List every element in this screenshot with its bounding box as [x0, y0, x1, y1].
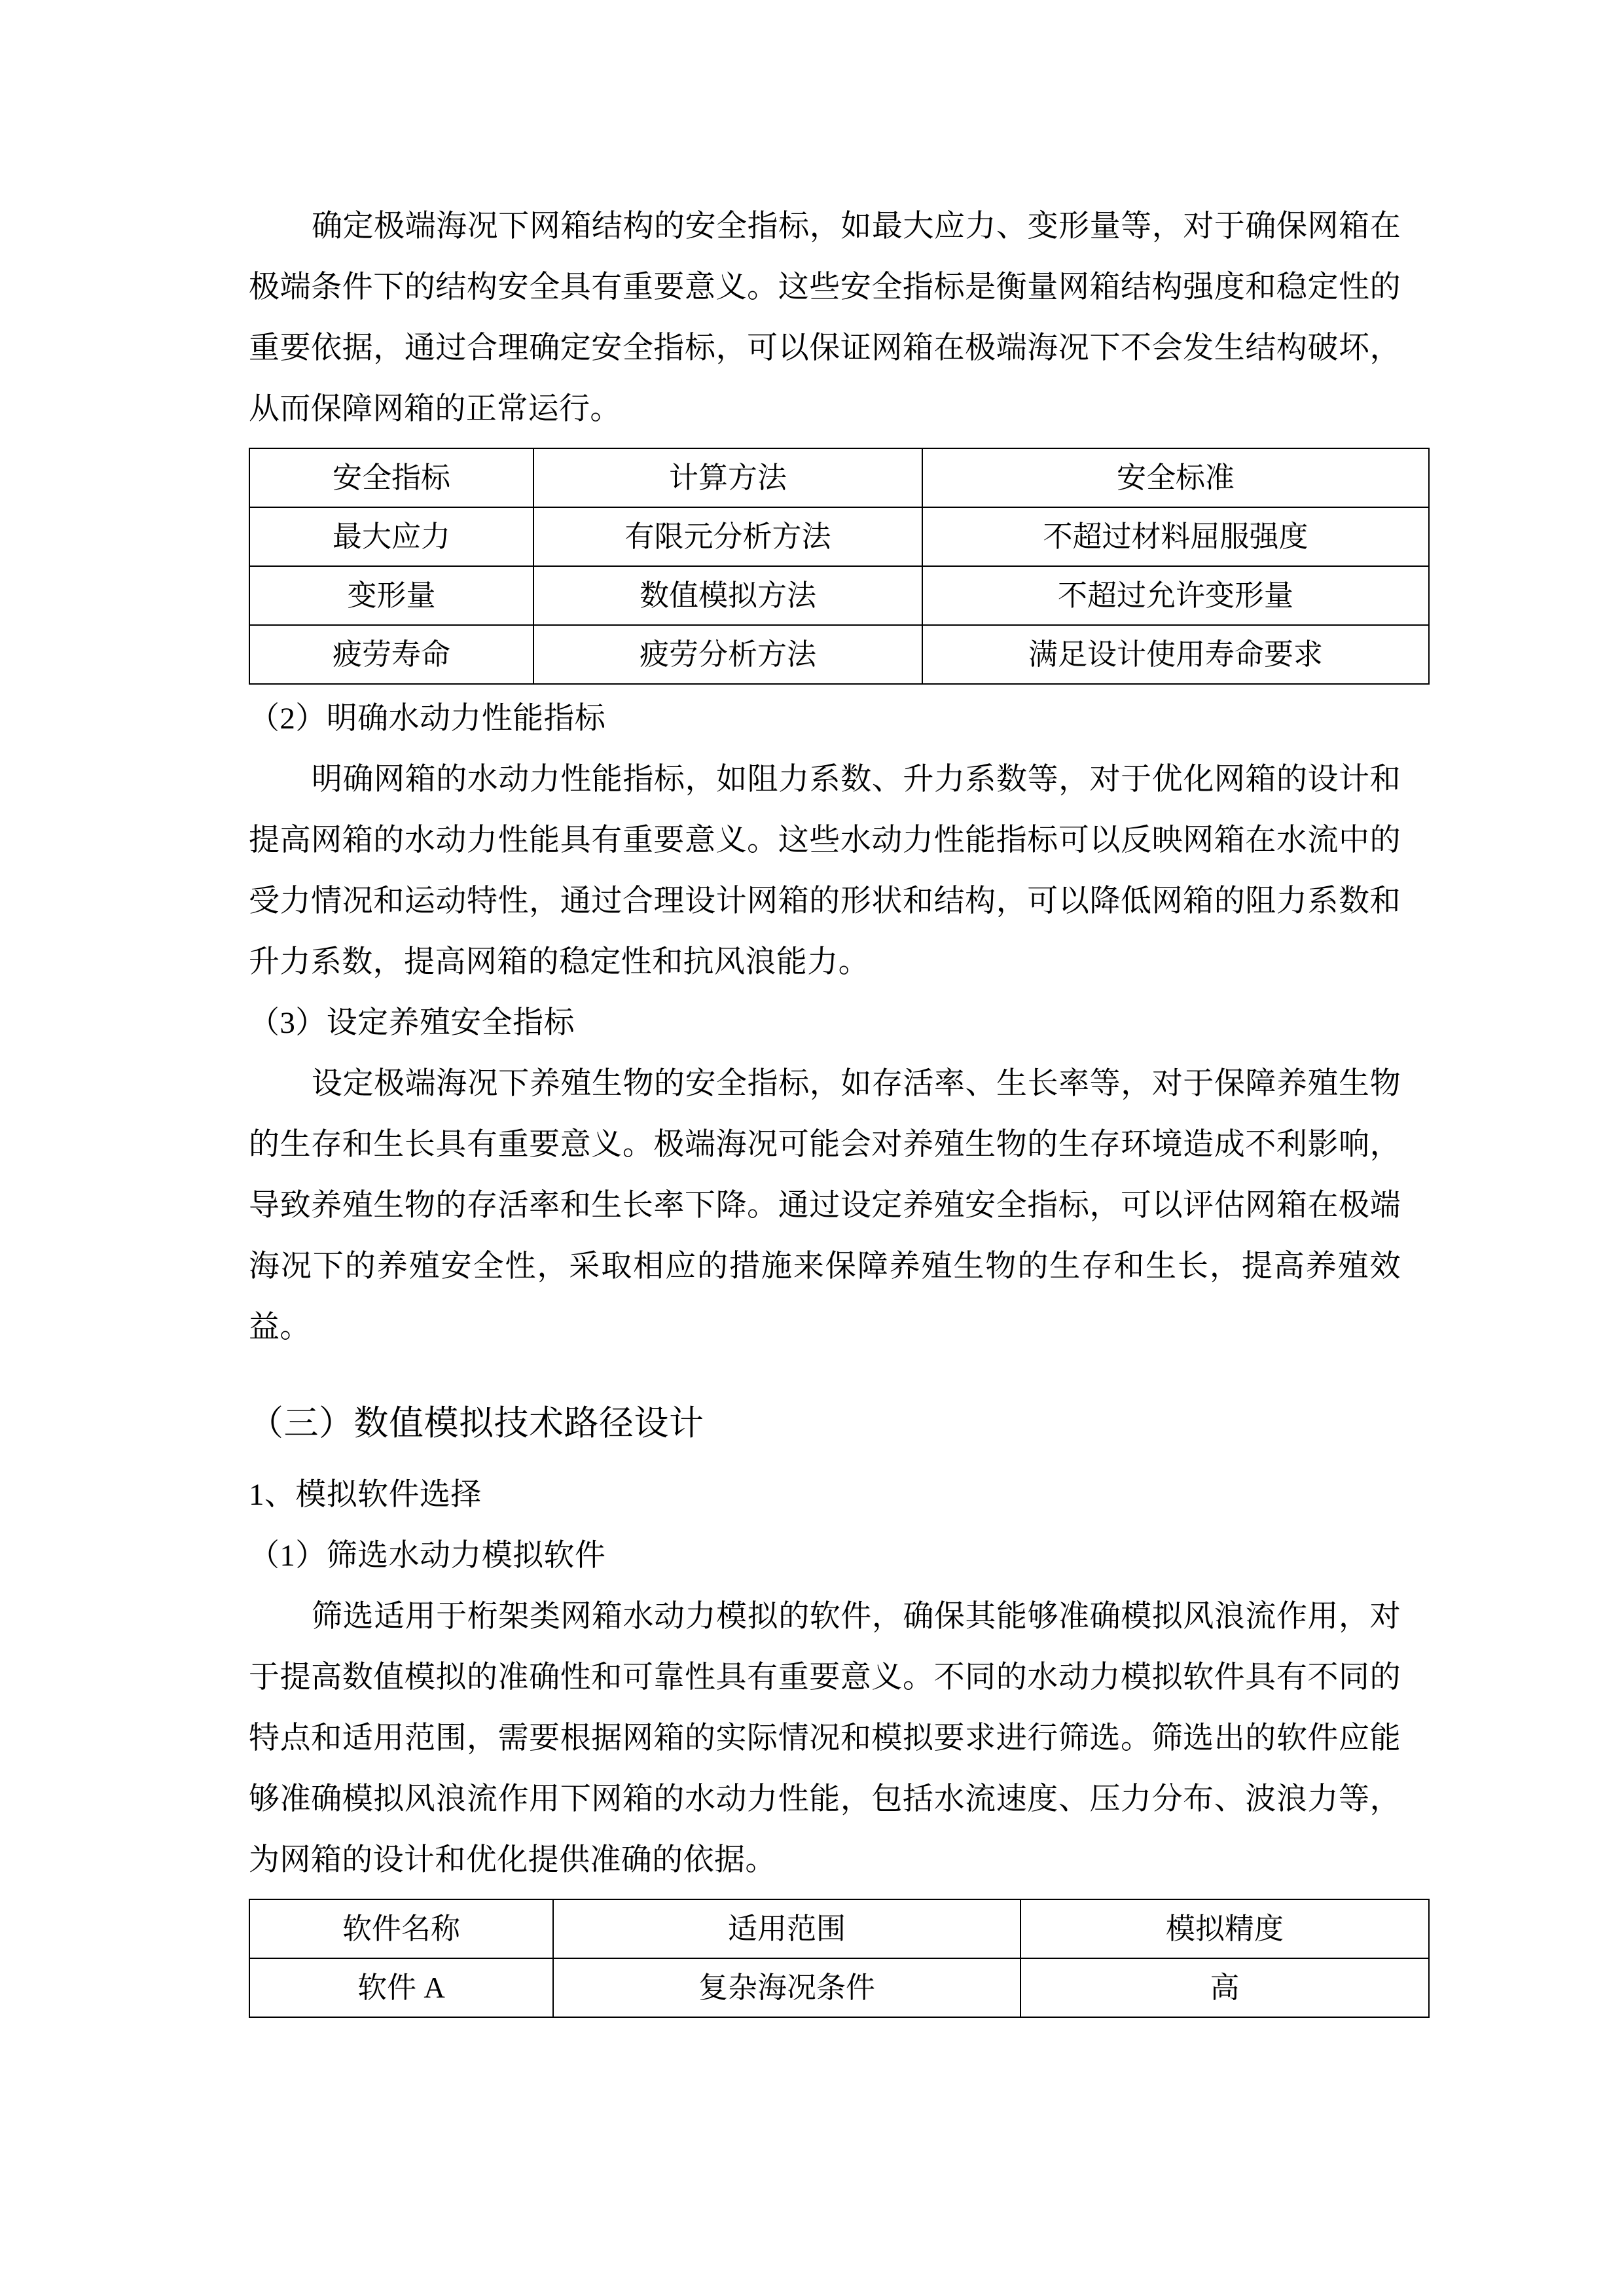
- paragraph-screen-software: 筛选适用于桁架类网箱水动力模拟的软件，确保其能够准确模拟风浪流作用，对于提高数值模拟的准确性和可靠性具有重要意义。不同的水动力模拟软件具有不同的特点和适用范围，需要根据网箱的实际情况和模拟要求进行筛选。筛选出的软件应能够准确模拟风浪流作用下网箱的水动力性能，包括水流速度、压力分布、波浪力等，为网箱的设计和优化提供准确的依据。: [249, 1600, 1401, 1877]
- subheading-hydrodynamic-indicators: （2）明确水动力性能指标: [249, 702, 606, 736]
- table-header-cell: 软件名称: [249, 1899, 553, 1958]
- paragraph-aquaculture-safety: 设定极端海况下养殖生物的安全指标，如存活率、生长率等，对于保障养殖生物的生存和生长具有重要意义。极端海况可能会对养殖生物的生存环境造成不利影响，导致养殖生物的存活率和生长率下降。通过设定养殖安全指标，可以评估网箱在极端海况下的养殖安全性，采取相应的措施来保障养殖生物的生存和生长，提高养殖效益。: [249, 1067, 1401, 1344]
- heading-spacer: [249, 1458, 1401, 1465]
- section-heading-numerical-simulation: （三）数值模拟技术路径设计: [249, 1405, 704, 1443]
- table-cell: 高: [1020, 1958, 1429, 2017]
- paragraph-safety-indicators: 确定极端海况下网箱结构的安全指标，如最大应力、变形量等，对于确保网箱在极端条件下的结构安全具有重要意义。这些安全指标是衡量网箱结构强度和稳定性的重要依据，通过合理确定安全指标，可以保证网箱在极端海况下不会发生结构破坏，从而保障网箱的正常运行。: [249, 209, 1401, 426]
- table-header-cell: 模拟精度: [1020, 1899, 1429, 1958]
- table-cell: 软件 A: [249, 1958, 553, 2017]
- document-body: [249, 196, 1401, 2018]
- table-header-cell: 安全指标: [249, 448, 533, 507]
- table-cell: 复杂海况条件: [553, 1958, 1020, 2017]
- table-row: [249, 566, 1429, 625]
- safety-indicator-table: [249, 448, 1430, 685]
- table-row: [249, 1958, 1429, 2017]
- table-cell: 有限元分析方法: [533, 507, 922, 566]
- table-header-cell: 安全标准: [922, 448, 1429, 507]
- table-cell: 满足设计使用寿命要求: [922, 625, 1429, 684]
- table-cell: 变形量: [249, 566, 533, 625]
- table-cell: 数值模拟方法: [533, 566, 922, 625]
- table-row: [249, 448, 1429, 507]
- table-row: [249, 507, 1429, 566]
- table-header-cell: 计算方法: [533, 448, 922, 507]
- table-row: [249, 625, 1429, 684]
- subheading-screen-software: （1）筛选水动力模拟软件: [249, 1539, 606, 1573]
- table-cell: 最大应力: [249, 507, 533, 566]
- table-row: [249, 1899, 1429, 1958]
- table-cell: 疲劳分析方法: [533, 625, 922, 684]
- table-cell: 不超过材料屈服强度: [922, 507, 1429, 566]
- section-spacer: [249, 1358, 1401, 1390]
- paragraph-hydrodynamic-indicators: 明确网箱的水动力性能指标，如阻力系数、升力系数等，对于优化网箱的设计和提高网箱的水动力性能具有重要意义。这些水动力性能指标可以反映网箱在水流中的受力情况和运动特性，通过合理设计网箱的形状和结构，可以降低网箱的阻力系数和升力系数，提高网箱的稳定性和抗风浪能力。: [249, 762, 1401, 979]
- table-header-cell: 适用范围: [553, 1899, 1020, 1958]
- table-cell: 疲劳寿命: [249, 625, 533, 684]
- subheading-aquaculture-safety: （3）设定养殖安全指标: [249, 1006, 575, 1040]
- table-cell: 不超过允许变形量: [922, 566, 1429, 625]
- subheading-software-selection: 1、模拟软件选择: [249, 1478, 482, 1512]
- software-comparison-table: [249, 1899, 1430, 2018]
